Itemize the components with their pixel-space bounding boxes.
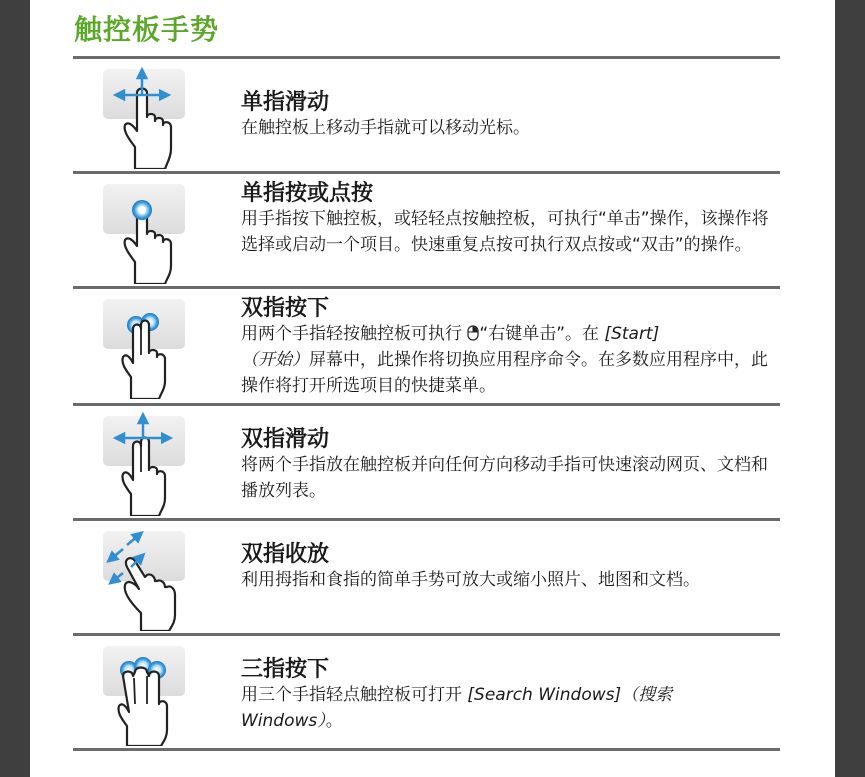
- description-text: 。: [325, 711, 343, 731]
- gesture-heading: 单指按或点按: [241, 181, 374, 206]
- manual-page: [30, 0, 835, 777]
- start-screen-translation: （开始）: [241, 350, 309, 370]
- gesture-row-one-finger-slide: [73, 59, 780, 171]
- gesture-description: 将两个手指放在触控板并向任何方向移动手指可快速滚动网页、文档和播放列表。: [241, 455, 768, 501]
- three-finger-press-icon: [101, 642, 189, 746]
- gesture-row-two-finger-pinch: [73, 521, 780, 633]
- gesture-row-two-finger-press: [73, 289, 780, 403]
- gesture-row-two-finger-slide: [73, 406, 780, 518]
- two-finger-pinch-icon: [101, 527, 189, 631]
- description-text: 用两个手指轻按触控板可执行: [241, 324, 468, 344]
- start-screen-term: [Start]: [604, 324, 660, 344]
- description-text: 屏幕中，此操作将切换应用程序命令。在多数应用程序中，此操作将打开所选项目的快捷菜单。: [241, 350, 768, 396]
- gesture-row-one-finger-press: [73, 174, 780, 286]
- gesture-heading: 三指按下: [241, 657, 330, 682]
- description-text: 用三个手指轻点触控板可打开: [241, 685, 468, 705]
- two-finger-slide-icon: [101, 412, 189, 516]
- right-click-mouse-icon: [467, 325, 479, 341]
- gesture-description: [241, 682, 776, 734]
- description-text: “右键单击”。在: [479, 324, 605, 344]
- search-windows-term: [Search Windows]（搜索 Windows）: [241, 685, 673, 731]
- one-finger-press-icon: [101, 180, 189, 284]
- gesture-description: 用手指按下触控板，或轻轻点按触控板，可执行“单击”操作，该操作将选择或启动一个项目。快速重复点按可执行双点按或“双击”的操作。: [241, 209, 769, 255]
- gesture-heading: 双指按下: [241, 296, 330, 321]
- gesture-heading: 双指滑动: [241, 427, 330, 452]
- gesture-heading: 单指滑动: [241, 90, 330, 115]
- page-title: 触控板手势: [74, 13, 220, 46]
- one-finger-slide-icon: [101, 65, 189, 169]
- gesture-description: 在触控板上移动手指就可以移动光标。: [241, 118, 530, 138]
- gesture-heading: 双指收放: [241, 542, 330, 567]
- gesture-row-three-finger-press: [73, 636, 780, 748]
- gesture-description: 利用拇指和食指的简单手势可放大或缩小照片、地图和文档。: [241, 570, 700, 590]
- gesture-description: [241, 321, 776, 399]
- two-finger-press-icon: [101, 295, 189, 399]
- divider: [73, 748, 780, 751]
